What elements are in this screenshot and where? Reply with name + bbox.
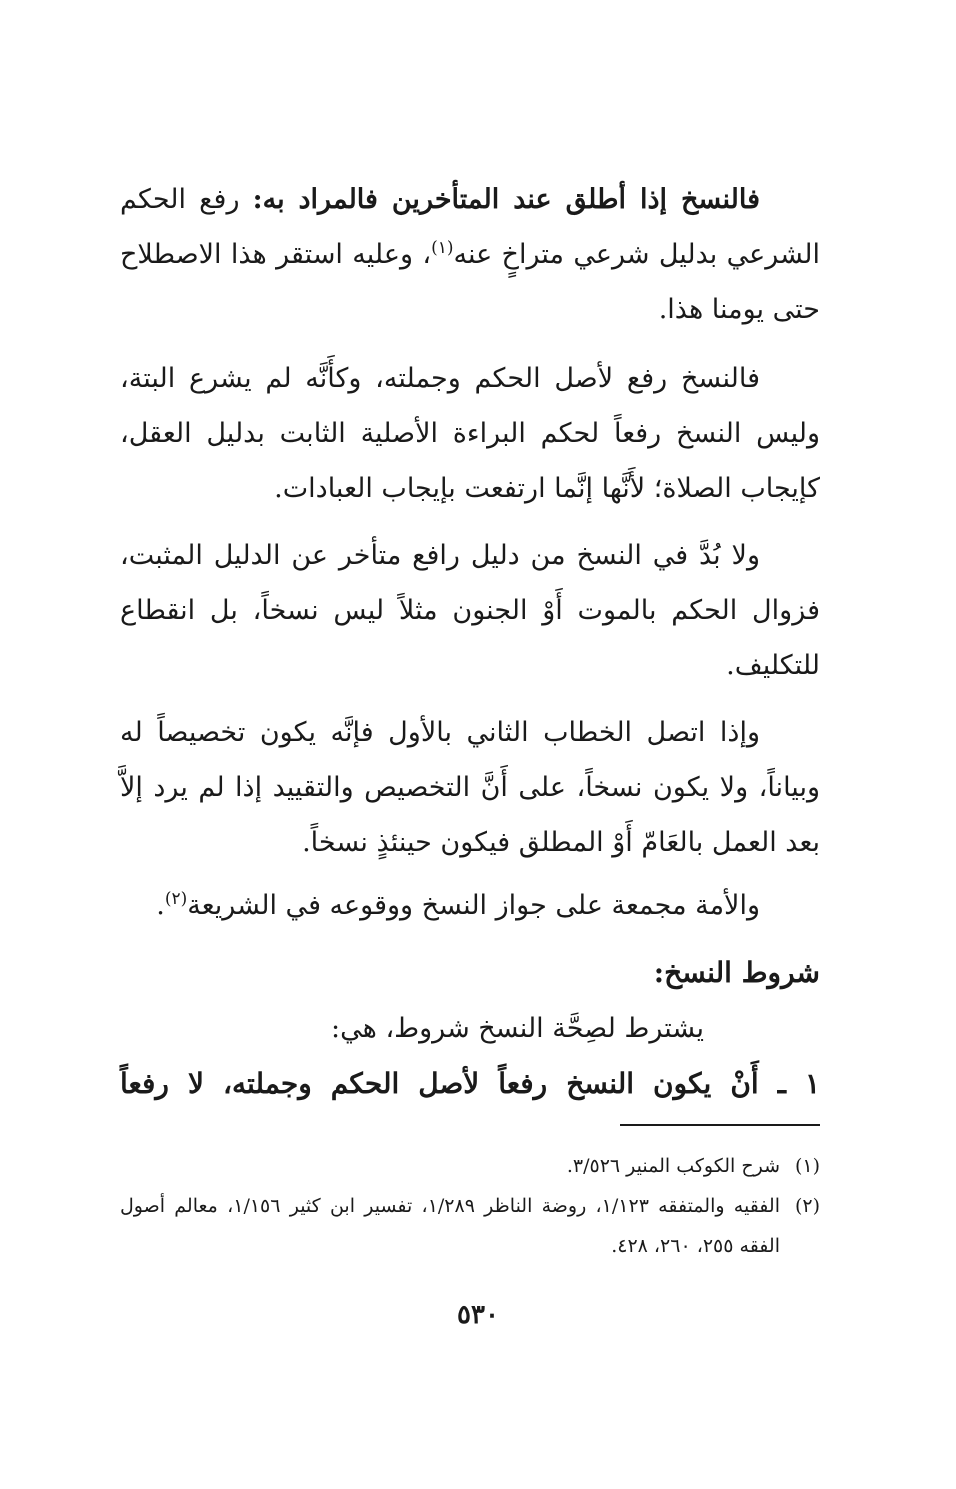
paragraph-3: ولا بُدَّ في النسخ من دليل رافع متأخر عن الدليل المثبت، فزوال الحكم بالموت أَوْ الجنون مثلاً ليس نسخاً، بل انقطاع للتكليف. bbox=[120, 540, 820, 681]
section-heading: شروط النسخ: bbox=[653, 956, 820, 989]
paragraph-1-text: رفع الحكم الشرعي بدليل شرعي متراخٍ عنه bbox=[120, 184, 820, 270]
paragraph-1 bbox=[120, 172, 820, 337]
conditions-intro: يشترط لصِحَّة النسخ شروط، هي: bbox=[331, 1013, 704, 1044]
footnote-text: شرح الكوكب المنير ٣/٥٢٦. bbox=[566, 1155, 780, 1177]
footnote-2 bbox=[120, 1186, 820, 1266]
footnote-separator bbox=[620, 1124, 820, 1126]
footnotes bbox=[120, 1146, 820, 1266]
paragraph-4: وإذا اتصل الخطاب الثاني بالأول فإنَّه يكون تخصيصاً له وبياناً، ولا يكون نسخاً، على أَنَّ التخصيص والتقييد إذا لم يرد إلاَّ بعد العمل بالعَامّ أَوْ المطلق فيكون حينئذٍ نسخاً. bbox=[120, 717, 820, 858]
footnote-text: الفقيه والمتفقه ١/١٢٣، روضة الناظر ١/٢٨٩، تفسير ابن كثير ١/١٥٦، معالم أصول الفقه ٢٥٥، ٢٦٠، ٤٢٨. bbox=[120, 1195, 780, 1257]
condition-item-1: ١ ـ أَنْ يكون النسخ رفعاً لأصل الحكم وجملته، لا رفعاً bbox=[120, 1067, 820, 1100]
footnote-ref-2[interactable]: (٢) bbox=[164, 889, 188, 909]
footnote-number: (١) bbox=[794, 1155, 820, 1177]
paragraph-1-text-end: ، وعليه استقر هذا الاصطلاح حتى يومنا هذا. bbox=[120, 239, 820, 325]
paragraph-5-text-end: . bbox=[156, 890, 165, 921]
footnote-ref-1[interactable]: (١) bbox=[431, 238, 454, 258]
paragraph-2: فالنسخ رفع لأصل الحكم وجملته، وكأَنَّه لم يشرع البتة، وليس النسخ رفعاً لحكم البراءة الأصلية الثابت بدليل العقل، كإيجاب الصلاة؛ لأَنَّها إنَّما ارتفعت بإيجاب العبادات. bbox=[120, 363, 820, 504]
footnote-1 bbox=[120, 1146, 820, 1186]
paragraph-1-lead: فالنسخ إذا أطلق عند المتأخرين فالمراد به: bbox=[252, 184, 760, 215]
paragraph-5 bbox=[120, 878, 820, 933]
page-body bbox=[120, 172, 820, 1111]
footnote-number: (٢) bbox=[794, 1195, 820, 1217]
paragraph-5-text: والأمة مجمعة على جواز النسخ ووقوعه في الشريعة bbox=[187, 890, 760, 921]
page-number: ٥٣٠ bbox=[457, 1300, 499, 1330]
